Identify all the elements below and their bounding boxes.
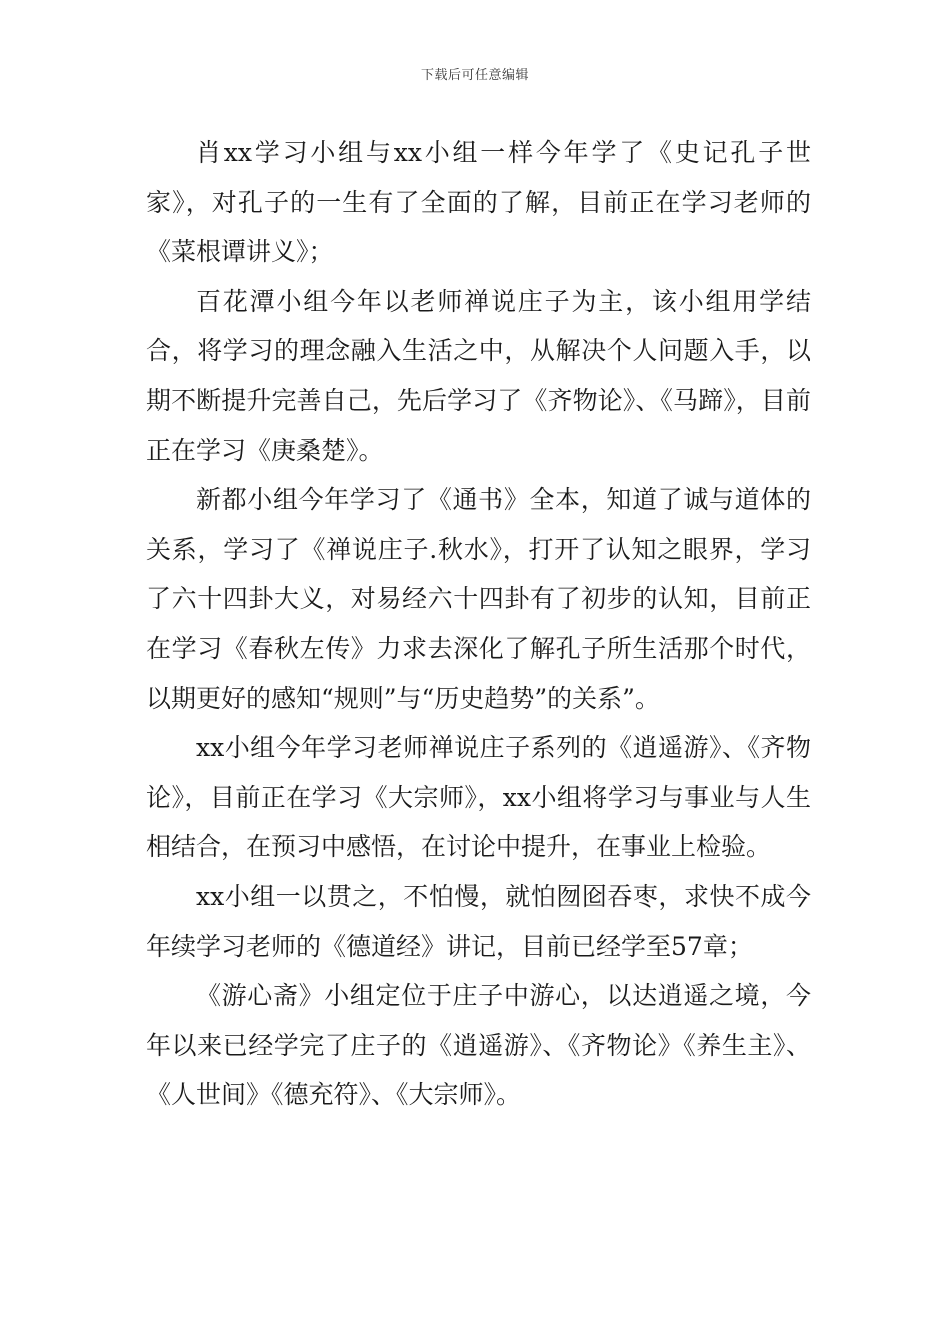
page-header: 下载后可任意编辑 <box>420 68 529 83</box>
paragraph: xx小组今年学习老师禅说庄子系列的《逍遥游》、《齐物论》，目前正在学习《大宗师》，xx小组将学习与事业与人生相结合，在预习中感悟，在讨论中提升，在事业上检验。 <box>146 733 811 862</box>
paragraph: xx小组一以贯之，不怕慢，就怕囫囵吞枣，求快不成今年续学习老师的《德道经》讲记，目前已经学至57章； <box>146 881 811 961</box>
paragraph: 《游心斋》小组定位于庄子中游心，以达逍遥之境，今年以来已经学完了庄子的《逍遥游》、《齐物论》《养生主》、《人世间》《德充符》、《大宗师》。 <box>146 981 811 1110</box>
paragraph: 百花潭小组今年以老师禅说庄子为主，该小组用学结合，将学习的理念融入生活之中，从解决个人问题入手，以期不断提升完善自己，先后学习了《齐物论》、《马蹄》，目前正在学习《庚桑楚》。 <box>146 286 811 465</box>
document-body <box>146 128 811 1120</box>
paragraph: 肖xx学习小组与xx小组一样今年学了《史记孔子世家》，对孔子的一生有了全面的了解，目前正在学习老师的《菜根谭讲义》； <box>146 138 811 267</box>
paragraph: 新都小组今年学习了《通书》全本，知道了诚与道体的关系，学习了《禅说庄子.秋水》，打开了认知之眼界，学习了六十四卦大义，对易经六十四卦有了初步的认知，目前正在学习《春秋左传》力求去深化了解孔子所生活那个时代，以期更好的感知“规则”与“历史趋势”的关系”。 <box>146 485 811 713</box>
